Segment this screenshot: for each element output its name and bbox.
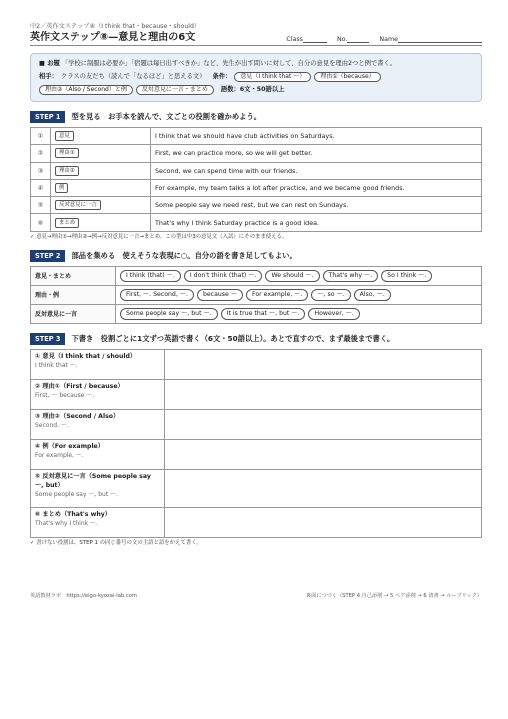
phrase-table (30, 266, 482, 324)
role-label: まとめ (55, 218, 79, 228)
phrase-option[interactable]: ～, so ～. (311, 289, 350, 301)
draft-table (30, 349, 482, 538)
step1-header (30, 111, 482, 123)
step3-header (30, 333, 482, 345)
model-sentence: First, we can practice more, so we will get better. (151, 145, 482, 162)
topic-box (30, 53, 482, 102)
condition-pill: 理由①（because） (314, 72, 380, 82)
draft-role: ④ 例（For example） (35, 442, 104, 450)
table-row (31, 409, 482, 439)
step2-title: 部品を集める 使えそうな表現に○。自分の語を書き足してもよい。 (71, 250, 297, 260)
title-bar (30, 31, 482, 46)
step2-tag: STEP 2 (30, 250, 65, 262)
table-row: ⑤ 反対意見に一言 Some people say we need rest, but we can rest on Sundays. (31, 197, 482, 214)
table-row (31, 379, 482, 409)
phrase-option[interactable]: First, ～. Second, ～. (120, 289, 194, 301)
table-row (31, 469, 482, 507)
role-label: 意見 (55, 131, 74, 141)
phrase-option[interactable]: Some people say ～, but ～. (120, 308, 218, 320)
table-row (31, 507, 482, 537)
draft-answer-cell[interactable] (165, 409, 482, 439)
step3-title: 下書き 役割ごとに1文ずつ英語で書く（6文・50語以上）。あとで直すので、まず最後まで書く。 (71, 333, 395, 343)
role-label: 理由① (55, 148, 79, 158)
phrase-option[interactable]: I don't think (that) ～. (184, 270, 263, 282)
model-table (30, 127, 482, 232)
table-row (31, 439, 482, 469)
condition-pill: 理由②（Also / Second）と例 (39, 85, 133, 95)
step1-tag: STEP 1 (30, 111, 65, 123)
table-row (31, 285, 482, 304)
model-sentence: That's why I think Saturday practice is a good idea. (151, 214, 482, 231)
step2-header (30, 250, 482, 262)
model-sentence: Second, we can spend time with our friends. (151, 162, 482, 179)
table-row: ③ 理由② Second, we can spend time with our friends. (31, 162, 482, 179)
role-label: 例 (55, 183, 68, 193)
class-field[interactable]: Class (286, 36, 327, 43)
draft-answer-cell[interactable] (165, 349, 482, 379)
phrase-option[interactable]: I think (that) ～. (120, 270, 181, 282)
draft-role: ③ 理由②（Second / Also） (35, 412, 120, 420)
phrase-category: 反対意見に一言 (31, 304, 116, 323)
condition-pill: 意見（I think that ～） (234, 72, 311, 82)
step3-note: ✓ 書けない役割は、STEP 1 の同じ番号の文の主語と語をかえて書く。 (30, 539, 202, 546)
table-row: ④ 例 For example, my team talks a lot after practice, and we became good friends. (31, 179, 482, 196)
step1-note: ✓ 意見→理由①→理由②→例→反対意見に一言→まとめ。この型は中3の意見文（入試）にそのまま使える。 (30, 233, 288, 240)
phrase-option[interactable]: We should ～. (265, 270, 319, 282)
model-sentence: Some people say we need rest, but we can rest on Sundays. (151, 197, 482, 214)
phrase-option[interactable]: For example, ～. (246, 289, 308, 301)
step1-title: 型を見る お手本を読んで、文ごとの役割を確かめよう。 (71, 112, 262, 121)
draft-role: ⑤ 反対意見に一言（Some people say ～, but） (35, 472, 151, 489)
phrase-option[interactable]: It is true that ～, but ～. (221, 308, 306, 320)
draft-hint: Some people say ～, but ～. (35, 490, 119, 498)
phrase-option[interactable]: because ～ (197, 289, 243, 301)
table-row: ② 理由① First, we can practice more, so we will get better. (31, 145, 482, 162)
draft-hint: For example, ～. (35, 451, 84, 459)
table-row: ① 意見 I think that we should have club activities on Saturdays. (31, 128, 482, 145)
draft-answer-cell[interactable] (165, 379, 482, 409)
number-field[interactable]: No. (337, 36, 369, 43)
model-sentence: For example, my team talks a lot after practice, and we became good friends. (151, 179, 482, 196)
phrase-option[interactable]: Also, ～. (354, 289, 391, 301)
page-title: 英作文ステップ⑧—意見と理由の6文 (30, 32, 196, 43)
phrase-category: 理由・例 (31, 285, 116, 304)
draft-hint: I think that ～. (35, 361, 78, 369)
draft-role: ⑥ まとめ（That's why） (35, 510, 111, 518)
draft-hint: First, ～ because ～. (35, 391, 95, 399)
phrase-option[interactable]: That's why ～. (323, 270, 379, 282)
phrase-option[interactable]: So I think ～. (381, 270, 432, 282)
draft-role: ② 理由①（First / because） (35, 382, 124, 390)
student-info (286, 36, 482, 43)
table-row: ⑥ まとめ That's why I think Saturday practice is a good idea. (31, 214, 482, 231)
draft-hint: That's why I think ～. (35, 519, 98, 527)
table-row (31, 266, 482, 285)
role-label: 理由② (55, 166, 79, 176)
word-count: 語数：6文・50語以上 (220, 86, 285, 93)
role-label: 反対意見に一言 (55, 200, 101, 210)
phrase-category: 意見・まとめ (31, 266, 116, 285)
phrase-option[interactable]: However, ～. (308, 308, 359, 320)
footer-source: 英語教材ラボ https://eigo-kyozai-lab.com (30, 593, 137, 599)
draft-answer-cell[interactable] (165, 439, 482, 469)
page-footer (30, 592, 482, 599)
name-field[interactable]: Name (379, 36, 482, 43)
draft-hint: Second, ～. (35, 421, 69, 429)
condition-pill: 反対意見に一言・まとめ (136, 85, 214, 95)
draft-answer-cell[interactable] (165, 469, 482, 507)
breadcrumb: 中2／英作文ステップ⑧（I think that・because・should） (30, 23, 201, 30)
topic-conditions: 相手： クラスの友だち（読んで「なるほど」と思える文） 条件： 意見（I think that ～） 理由①（because） 理由②（Also / Second）と例 反対意見に一言・まとめ 語数：6文・50語以上 (39, 72, 473, 95)
step3-tag: STEP 3 (30, 333, 65, 345)
footer-continue: 裏面につづく（STEP 4 自己添削 → 5 ペア添削 → 6 清書 → ループリック） (305, 593, 482, 599)
model-sentence: I think that we should have club activities on Saturdays. (151, 128, 482, 145)
table-row (31, 304, 482, 323)
topic-text: ■ お題 「学校に制服は必要か」「宿題は毎日出すべきか」など、先生が出す問いに対して、自分の意見を理由2つと例で書く。 (39, 60, 396, 67)
table-row (31, 349, 482, 379)
draft-answer-cell[interactable] (165, 507, 482, 537)
draft-role: ① 意見（I think that / should） (35, 352, 137, 360)
